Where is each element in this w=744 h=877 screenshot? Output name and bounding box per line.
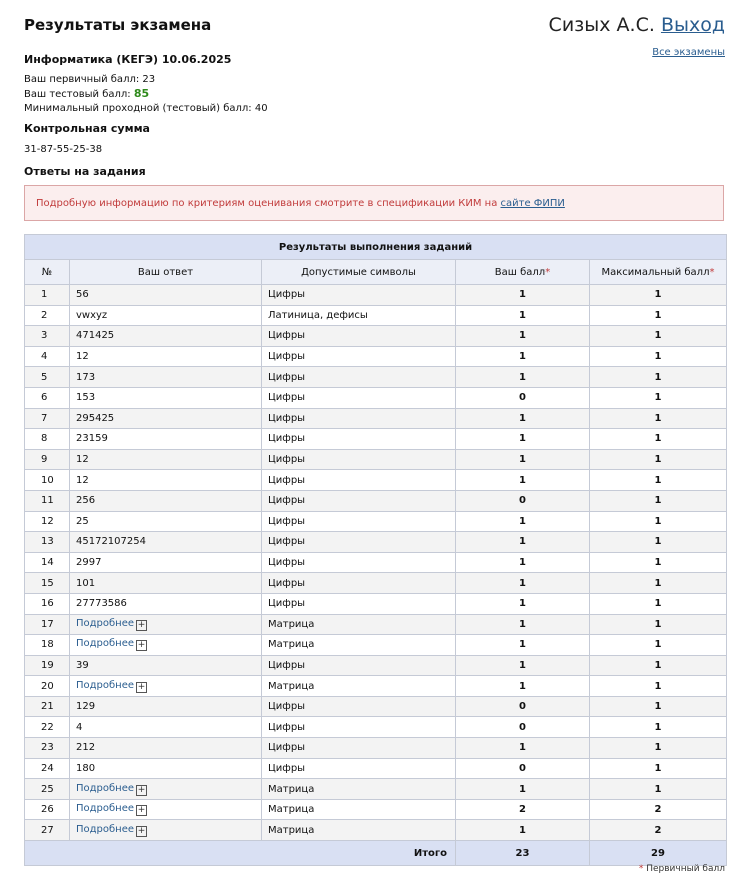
score-cell: 1 [456, 573, 590, 594]
score-cell: 1 [456, 614, 590, 635]
answer-cell: 12 [70, 346, 262, 367]
answer-cell [70, 779, 262, 800]
score-cell: 1 [456, 655, 590, 676]
task-number: 9 [25, 449, 70, 470]
allowed-symbols-cell: Цифры [262, 573, 456, 594]
allowed-symbols-cell: Матрица [262, 676, 456, 697]
score-cell: 1 [456, 346, 590, 367]
table-row [25, 820, 727, 841]
plus-box-icon[interactable]: + [137, 825, 146, 836]
table-row [25, 655, 727, 676]
max-score-cell: 1 [590, 573, 727, 594]
table-row [25, 614, 727, 635]
score-cell: 1 [456, 532, 590, 553]
answer-cell [70, 820, 262, 841]
details-link[interactable]: Подробнее [76, 617, 135, 629]
answer-cell: 4 [70, 717, 262, 738]
details-link[interactable]: Подробнее [76, 823, 135, 835]
logout-link[interactable]: Выход [660, 14, 725, 36]
task-number: 3 [25, 326, 70, 347]
plus-box-icon[interactable]: + [137, 805, 146, 816]
answer-cell: 56 [70, 285, 262, 306]
task-number: 13 [25, 532, 70, 553]
allowed-symbols-cell: Матрица [262, 614, 456, 635]
max-score-cell: 1 [590, 738, 727, 759]
answer-cell: 295425 [70, 408, 262, 429]
allowed-symbols-cell: Цифры [262, 367, 456, 388]
fipi-link[interactable]: сайте ФИПИ [500, 198, 565, 209]
max-score-cell: 1 [590, 490, 727, 511]
max-score-cell: 1 [590, 429, 727, 450]
answer-cell [70, 676, 262, 697]
max-score-cell: 1 [590, 305, 727, 326]
primary-score-line: Ваш первичный балл: 23 [24, 74, 156, 85]
allowed-symbols-cell: Цифры [262, 470, 456, 491]
task-number: 17 [25, 614, 70, 635]
allowed-symbols-cell: Цифры [262, 346, 456, 367]
total-score: 23 [456, 841, 590, 866]
user-name: Сизых А.С. [548, 14, 655, 36]
table-row [25, 387, 727, 408]
details-link[interactable]: Подробнее [76, 638, 135, 650]
table-row [25, 305, 727, 326]
task-number: 10 [25, 470, 70, 491]
plus-box-icon[interactable]: + [137, 681, 146, 692]
table-row [25, 449, 727, 470]
allowed-symbols-cell: Цифры [262, 490, 456, 511]
answer-cell: 12 [70, 449, 262, 470]
table-row [25, 532, 727, 553]
score-cell: 1 [456, 305, 590, 326]
answer-cell: 39 [70, 655, 262, 676]
max-score-cell: 1 [590, 367, 727, 388]
min-score-line: Минимальный проходной (тестовый) балл: 40 [24, 103, 268, 114]
answer-cell: 256 [70, 490, 262, 511]
score-cell: 0 [456, 387, 590, 408]
criteria-notice [24, 185, 724, 221]
col-header-num: № [25, 260, 70, 285]
answer-cell: 27773586 [70, 593, 262, 614]
allowed-symbols-cell: Цифры [262, 655, 456, 676]
score-cell: 1 [456, 552, 590, 573]
score-cell: 0 [456, 490, 590, 511]
total-max: 29 [590, 841, 727, 866]
table-row [25, 429, 727, 450]
allowed-symbols-cell: Матрица [262, 779, 456, 800]
answer-cell: 101 [70, 573, 262, 594]
score-cell: 0 [456, 758, 590, 779]
table-row [25, 346, 727, 367]
user-box [549, 14, 725, 36]
allowed-symbols-cell: Цифры [262, 285, 456, 306]
max-score-cell: 1 [590, 326, 727, 347]
answer-cell: 212 [70, 738, 262, 759]
score-cell: 1 [456, 408, 590, 429]
max-score-cell: 1 [590, 635, 727, 656]
page-title: Результаты экзамена [24, 16, 212, 34]
task-number: 15 [25, 573, 70, 594]
answer-cell: 2997 [70, 552, 262, 573]
max-score-cell: 1 [590, 552, 727, 573]
max-score-cell: 1 [590, 408, 727, 429]
task-number: 21 [25, 696, 70, 717]
task-number: 26 [25, 799, 70, 820]
allowed-symbols-cell: Цифры [262, 449, 456, 470]
max-score-cell: 1 [590, 511, 727, 532]
primary-score-value: 23 [142, 74, 156, 85]
task-number: 2 [25, 305, 70, 326]
max-score-cell: 2 [590, 799, 727, 820]
score-cell: 0 [456, 696, 590, 717]
task-number: 19 [25, 655, 70, 676]
allowed-symbols-cell: Латиница, дефисы [262, 305, 456, 326]
table-row [25, 676, 727, 697]
answer-cell: 129 [70, 696, 262, 717]
max-score-cell: 1 [590, 449, 727, 470]
total-row [25, 841, 727, 866]
answer-cell [70, 799, 262, 820]
max-score-cell: 1 [590, 655, 727, 676]
score-cell: 1 [456, 285, 590, 306]
table-row [25, 408, 727, 429]
score-cell: 1 [456, 738, 590, 759]
col-header-max: Максимальный балл* [590, 260, 727, 285]
max-score-cell: 1 [590, 779, 727, 800]
task-number: 23 [25, 738, 70, 759]
test-score-line: Ваш тестовый балл: 85 [24, 87, 150, 100]
allowed-symbols-cell: Матрица [262, 635, 456, 656]
allowed-symbols-cell: Цифры [262, 408, 456, 429]
test-score-value: 85 [133, 87, 150, 100]
details-link[interactable]: Подробнее [76, 679, 135, 691]
task-number: 6 [25, 387, 70, 408]
notice-text: Подробную информацию по критериям оценивания смотрите в спецификации КИМ на [36, 198, 501, 209]
answer-cell: 471425 [70, 326, 262, 347]
table-row [25, 779, 727, 800]
checksum-title: Контрольная сумма [24, 122, 150, 135]
score-cell: 2 [456, 799, 590, 820]
score-info [24, 73, 268, 116]
col-header-answer: Ваш ответ [70, 260, 262, 285]
allowed-symbols-cell: Цифры [262, 717, 456, 738]
col-header-score: Ваш балл* [456, 260, 590, 285]
score-cell: 1 [456, 470, 590, 491]
max-score-cell: 2 [590, 820, 727, 841]
plus-box-icon[interactable]: + [137, 619, 146, 630]
score-cell: 1 [456, 511, 590, 532]
max-score-cell: 1 [590, 676, 727, 697]
table-caption: Результаты выполнения заданий [25, 235, 727, 260]
task-number: 16 [25, 593, 70, 614]
answer-cell: 25 [70, 511, 262, 532]
score-cell: 1 [456, 367, 590, 388]
table-row [25, 285, 727, 306]
score-cell: 1 [456, 449, 590, 470]
allowed-symbols-cell: Матрица [262, 820, 456, 841]
table-row [25, 696, 727, 717]
max-score-cell: 1 [590, 614, 727, 635]
footnote: * Первичный балл [638, 864, 725, 874]
table-row [25, 326, 727, 347]
task-number: 8 [25, 429, 70, 450]
allowed-symbols-cell: Матрица [262, 799, 456, 820]
answer-cell: 12 [70, 470, 262, 491]
answer-cell [70, 635, 262, 656]
table-row [25, 717, 727, 738]
allowed-symbols-cell: Цифры [262, 511, 456, 532]
task-number: 5 [25, 367, 70, 388]
table-row [25, 552, 727, 573]
task-number: 14 [25, 552, 70, 573]
col-header-allowed: Допустимые символы [262, 260, 456, 285]
table-row [25, 799, 727, 820]
task-number: 25 [25, 779, 70, 800]
allowed-symbols-cell: Цифры [262, 758, 456, 779]
score-cell: 1 [456, 593, 590, 614]
score-cell: 1 [456, 779, 590, 800]
score-cell: 0 [456, 717, 590, 738]
allowed-symbols-cell: Цифры [262, 532, 456, 553]
task-number: 4 [25, 346, 70, 367]
max-score-cell: 1 [590, 532, 727, 553]
table-row [25, 367, 727, 388]
results-table [24, 234, 727, 866]
score-cell: 1 [456, 429, 590, 450]
min-score-value: 40 [254, 103, 268, 114]
checksum-value: 31-87-55-25-38 [24, 144, 103, 155]
score-cell: 1 [456, 820, 590, 841]
plus-box-icon[interactable]: + [137, 784, 146, 795]
details-link[interactable]: Подробнее [76, 782, 135, 794]
max-score-cell: 1 [590, 387, 727, 408]
task-number: 18 [25, 635, 70, 656]
answer-cell: 153 [70, 387, 262, 408]
allowed-symbols-cell: Цифры [262, 387, 456, 408]
score-cell: 1 [456, 676, 590, 697]
answer-cell: 45172107254 [70, 532, 262, 553]
allowed-symbols-cell: Цифры [262, 552, 456, 573]
table-row [25, 470, 727, 491]
task-number: 12 [25, 511, 70, 532]
answer-cell: vwxyz [70, 305, 262, 326]
max-score-cell: 1 [590, 593, 727, 614]
max-score-cell: 1 [590, 696, 727, 717]
task-number: 11 [25, 490, 70, 511]
max-score-cell: 1 [590, 285, 727, 306]
max-score-cell: 1 [590, 346, 727, 367]
exam-title: Информатика (КЕГЭ) 10.06.2025 [24, 53, 232, 66]
task-number: 24 [25, 758, 70, 779]
allowed-symbols-cell: Цифры [262, 326, 456, 347]
score-cell: 1 [456, 635, 590, 656]
answers-title: Ответы на задания [24, 165, 146, 178]
plus-box-icon[interactable]: + [137, 640, 146, 651]
total-label: Итого [25, 841, 456, 866]
answer-cell: 180 [70, 758, 262, 779]
answer-cell [70, 614, 262, 635]
table-row [25, 593, 727, 614]
task-number: 20 [25, 676, 70, 697]
score-cell: 1 [456, 326, 590, 347]
table-row [25, 738, 727, 759]
details-link[interactable]: Подробнее [76, 803, 135, 815]
allowed-symbols-cell: Цифры [262, 593, 456, 614]
task-number: 22 [25, 717, 70, 738]
allowed-symbols-cell: Цифры [262, 738, 456, 759]
allowed-symbols-cell: Цифры [262, 429, 456, 450]
table-row [25, 511, 727, 532]
allowed-symbols-cell: Цифры [262, 696, 456, 717]
max-score-cell: 1 [590, 717, 727, 738]
table-row [25, 573, 727, 594]
task-number: 1 [25, 285, 70, 306]
table-row [25, 490, 727, 511]
table-row [25, 758, 727, 779]
max-score-cell: 1 [590, 470, 727, 491]
table-row [25, 635, 727, 656]
answer-cell: 23159 [70, 429, 262, 450]
answer-cell: 173 [70, 367, 262, 388]
all-exams-link[interactable]: Все экзамены [652, 47, 725, 58]
max-score-cell: 1 [590, 758, 727, 779]
task-number: 7 [25, 408, 70, 429]
task-number: 27 [25, 820, 70, 841]
